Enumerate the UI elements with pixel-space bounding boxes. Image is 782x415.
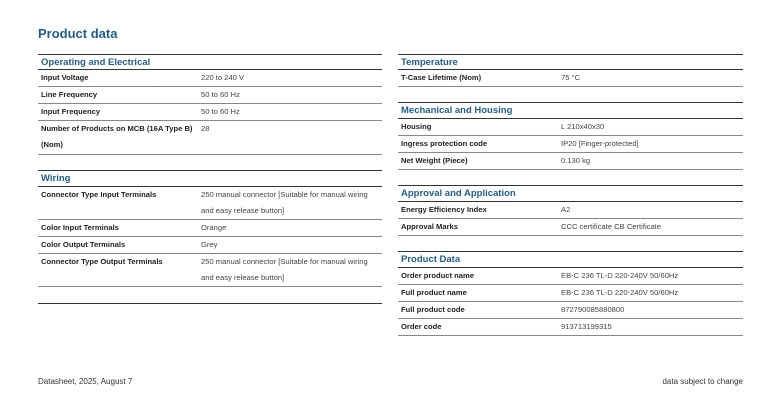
section-temperature	[398, 54, 743, 103]
row-label: Housing	[401, 122, 432, 131]
section-heading: Wiring	[38, 171, 382, 187]
table-row	[398, 285, 743, 302]
row-label: Number of Products on MCB (16A Type B) (Nom)	[41, 124, 193, 149]
row-value: 250 manual connector [Suitable for manual wiring and easy release button]	[201, 190, 368, 215]
table-row	[38, 104, 382, 121]
section-end-divider	[398, 236, 743, 252]
row-label: Color Input Terminals	[41, 223, 119, 232]
row-label: Connector Type Input Terminals	[41, 190, 157, 199]
table-row	[398, 268, 743, 285]
section-end-divider	[398, 170, 743, 186]
table-row	[38, 220, 382, 237]
section-end-divider	[38, 154, 382, 171]
section-operating-electrical	[38, 54, 382, 171]
table-row	[398, 319, 743, 336]
row-label: Energy Efficiency Index	[401, 205, 487, 214]
table-row	[398, 136, 743, 153]
row-value: 50 to 60 Hz	[201, 107, 240, 116]
row-label: Approval Marks	[401, 222, 458, 231]
row-value: Grey	[201, 240, 218, 249]
section-mechanical-housing	[398, 103, 743, 186]
table-row	[398, 119, 743, 136]
section-heading: Product Data	[398, 252, 743, 268]
row-label: Order code	[401, 322, 442, 331]
section-heading: Operating and Electrical	[38, 54, 382, 70]
row-value: 250 manual connector [Suitable for manual wiring and easy release button]	[201, 257, 368, 282]
row-label: Line Frequency	[41, 90, 98, 99]
left-column	[38, 54, 382, 304]
section-approval-application	[398, 186, 743, 252]
section-product-data	[398, 252, 743, 336]
row-value: CCC certificate CB Certificate	[561, 222, 662, 231]
section-heading: Temperature	[398, 54, 743, 70]
row-value: EB-C 236 TL-D 220-240V 50/60Hz	[561, 288, 679, 297]
row-label: Full product name	[401, 288, 467, 297]
table-row	[398, 153, 743, 170]
row-value: 75 °C	[561, 73, 581, 82]
row-value: L 210x40x30	[561, 122, 605, 131]
row-label: Input Frequency	[41, 107, 101, 116]
section-heading: Mechanical and Housing	[398, 103, 743, 119]
table-row	[398, 302, 743, 319]
table-row	[398, 219, 743, 236]
table-row	[38, 237, 382, 254]
table-row	[398, 70, 743, 87]
row-value: 913713199315	[561, 322, 612, 331]
row-value: A2	[561, 205, 571, 214]
table-row	[38, 121, 382, 154]
table-row	[38, 87, 382, 104]
row-label: Full product code	[401, 305, 465, 314]
table-row	[38, 187, 382, 220]
row-label: Order product name	[401, 271, 474, 280]
row-value: 220 to 240 V	[201, 73, 245, 82]
row-value: 28	[201, 124, 210, 133]
row-label: T-Case Lifetime (Nom)	[401, 73, 482, 82]
row-value: 0.130 kg	[561, 156, 591, 165]
section-heading: Approval and Application	[398, 186, 743, 202]
row-value: 50 to 60 Hz	[201, 90, 240, 99]
section-end-divider	[398, 87, 743, 103]
table-row	[38, 254, 382, 287]
section-end-divider	[38, 287, 382, 304]
row-label: Ingress protection code	[401, 139, 488, 148]
table-row	[38, 70, 382, 87]
section-wiring	[38, 171, 382, 304]
row-label: Connector Type Output Terminals	[41, 257, 163, 266]
row-label: Net Weight (Piece)	[401, 156, 468, 165]
row-label: Color Output Terminals	[41, 240, 126, 249]
right-column	[398, 54, 743, 336]
footer-date: Datasheet, 2025, August 7	[38, 377, 133, 386]
row-label: Input Voltage	[41, 73, 89, 82]
table-row	[398, 202, 743, 219]
row-value: 872790085880800	[561, 305, 625, 314]
footer-disclaimer: data subject to change	[662, 377, 743, 386]
row-value: IP20 [Finger-protected]	[561, 139, 639, 148]
row-value: EB-C 236 TL-D 220-240V 50/60Hz	[561, 271, 679, 280]
page-title: Product data	[38, 26, 118, 41]
row-value: Orange	[201, 223, 227, 232]
